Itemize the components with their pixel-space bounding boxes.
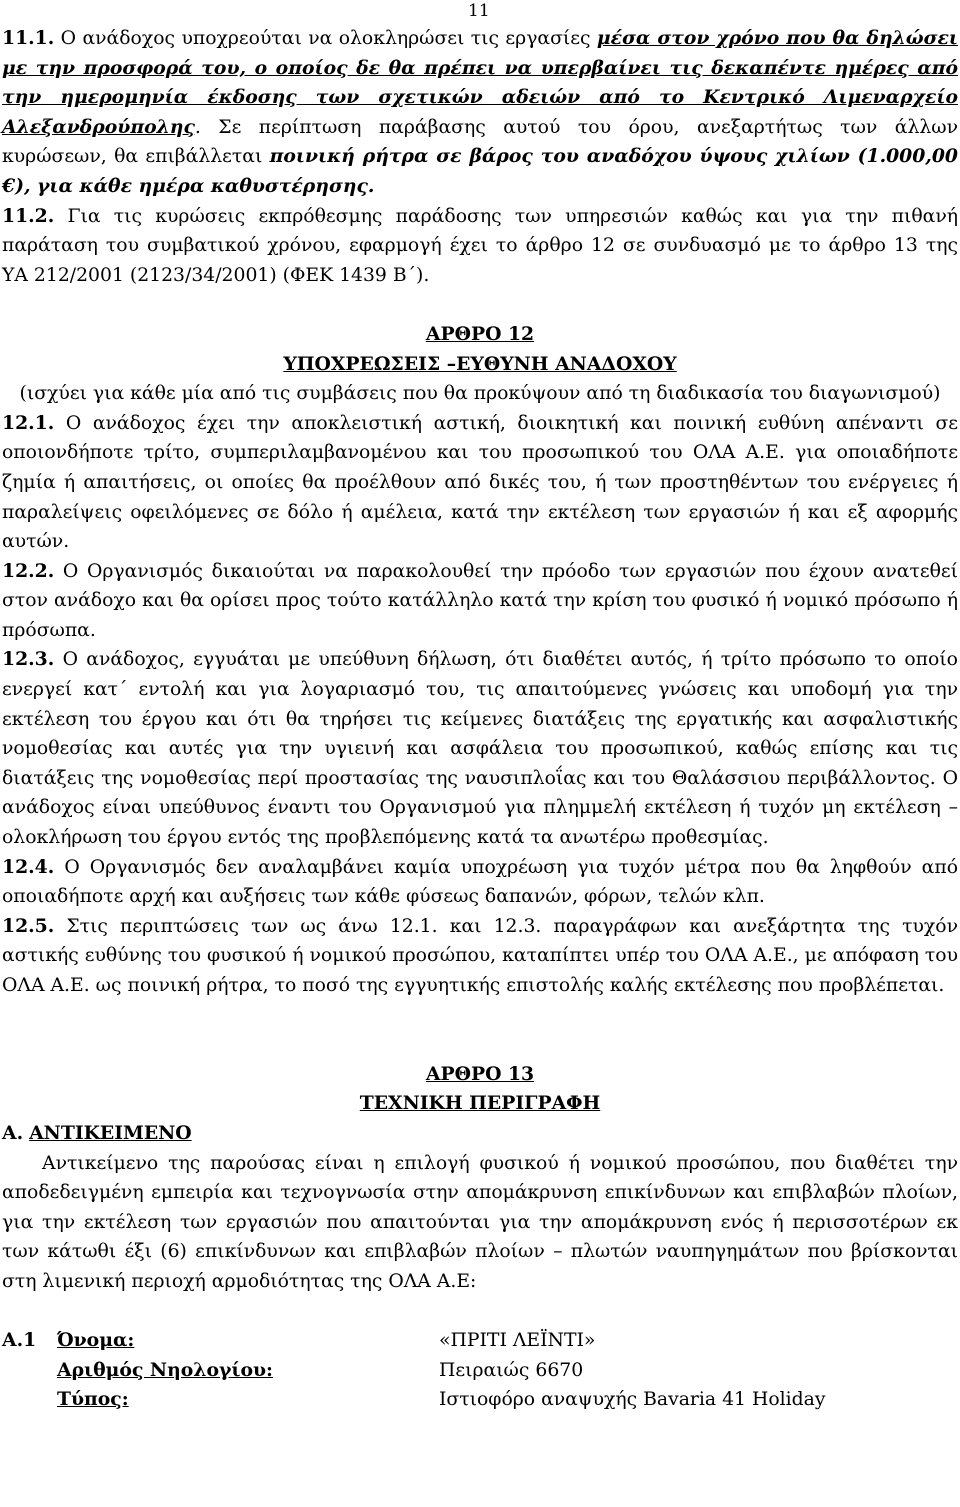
article-12-heading: ΑΡΘΡΟ 12 <box>425 322 535 345</box>
vessel-name-value: «ΠΡΙΤΙ ΛΕΪΝΤΙ» <box>439 1330 596 1352</box>
vessel-registry-value: Πειραιώς 6670 <box>439 1359 584 1381</box>
paragraph-number: 11.1. <box>2 27 55 49</box>
paragraph-12-1: 12.1. Ο ανάδοχος έχει την αποκλειστική αστική, διοικητική και ποινική ευθύνη απέναντι σε οποιονδήποτε τρίτο, συμπεριλαμβανομένου και του προσωπικού του ΟΛΑ Α.Ε. για οποιαδήποτε ζημία ή απαιτήσεις, οι οποίες θα προέλθουν από δικές του, ή των προστηθέντων του ενέργειες ή παραλείψεις οφειλόμενες σε δόλο ή αμέλεια, κατά την εκτέλεση των εργασιών ή και εξ αφορμής αυτών. <box>2 411 958 553</box>
vessel-type-label: Τύπος: <box>57 1388 129 1411</box>
emphasis-deadline: μέσα στον χρόνο που θα δηλώσει με την προσφορά του, ο οποίος δε θα πρέπει να υπερβαίνει τις δεκαπέντε ημέρες από την ημερομηνία έκδοσης των σχετικών αδειών από το Κεντρικό Λιμεναρχείο Αλεξανδρούπολης <box>2 27 959 138</box>
vessel-name-label: Όνομα: <box>57 1329 135 1352</box>
vessel-registry-row <box>2 1356 958 1386</box>
paragraph-12-4: 12.4. Ο Οργανισμός δεν αναλαμβάνει καμία υποχρέωση για τυχόν μέτρα που θα ληφθούν από οποιαδήποτε αρχή και αυξήσεις των κάθε φύσεως δαπανών, φόρων, τελών κλπ. <box>2 855 958 908</box>
paragraph-11-2: 11.2. Για τις κυρώσεις εκπρόθεσμης παράδοσης των υπηρεσιών καθώς και για την πιθανή παράταση του συμβατικού χρόνου, εφαρμογή έχει το άρθρο 12 σε συνδυασμό με το άρθρο 13 της ΥΑ 212/2001 (2123/34/2001) (ΦΕΚ 1439 Β΄). <box>2 204 958 286</box>
document-body <box>2 24 958 1415</box>
paragraph-12-5: 12.5. Στις περιπτώσεις των ως άνω 12.1. και 12.3. παραγράφων και ανεξάρτητα της τυχόν αστικής ευθύνης του φυσικού ή νομικού προσώπου, καταπίπτει υπέρ του ΟΛΑ Α.Ε., με απόφαση του ΟΛΑ Α.Ε. ως ποινική ρήτρα, το ποσό της εγγυητικής επιστολής καλής εκτέλεσης που προβλέπεται. <box>2 914 958 996</box>
vessel-number: Α.1 <box>2 1329 37 1352</box>
vessel-registry-label: Αριθμός Νηολογίου: <box>57 1358 273 1381</box>
section-a-paragraph: Αντικείμενο της παρούσας είναι η επιλογή φυσικού ή νομικού προσώπου, που διαθέτει την αποδεδειγμένη εμπειρία και τεχνογνωσία στην απομάκρυνση επικίνδυνων και επιβλαβών πλοίων, για την εκτέλεση των εργασιών που απαιτούνται για την απομάκρυνση ενός ή περισσοτέρων εκ των κάτωθι έξι (6) επικίνδυνων και επιβλαβών πλοίων – πλωτών ναυπηγημάτων που βρίσκονται στη λιμενική περιοχή αρμοδιότητας της ΟΛΑ Α.Ε: <box>2 1152 958 1292</box>
emphasis-penalty: ποινική ρήτρα σε βάρος του αναδόχου ύψους χιλίων (1.000,00 €), για κάθε ημέρα καθυστέρησης. <box>2 145 958 197</box>
paragraph-12-2: 12.2. Ο Οργανισμός δικαιούται να παρακολουθεί την πρόοδο των εργασιών που έχουν ανατεθεί στον ανάδοχο και θα ορίσει προς τούτο κατάλληλο κατά την κρίση του φυσικό ή νομικό πρόσωπο ή πρόσωπα. <box>2 559 958 641</box>
section-a-heading: Α. ΑΝΤΙΚΕΙΜΕΝΟ <box>2 1121 192 1144</box>
article-12-title: ΥΠΟΧΡΕΩΣΕΙΣ –ΕΥΘΥΝΗ ΑΝΑΔΟΧΟΥ <box>283 352 677 375</box>
article-13-heading: ΑΡΘΡΟ 13 <box>425 1062 535 1085</box>
vessel-type-row <box>2 1385 958 1415</box>
page-number: 11 <box>468 1 490 21</box>
vessel-type-value: Ιστιοφόρο αναψυχής Bavaria 41 Holiday <box>439 1389 826 1411</box>
article-12-note: (ισχύει για κάθε μία από τις συμβάσεις που θα προκύψουν από τη διαδικασία του διαγωνισμού) <box>19 383 941 405</box>
article-13-title: ΤΕΧΝΙΚΗ ΠΕΡΙΓΡΑΦΗ <box>359 1092 601 1115</box>
paragraph-12-3: 12.3. Ο ανάδοχος, εγγυάται με υπεύθυνη δήλωση, ότι διαθέτει αυτός, ή τρίτο πρόσωπο το οποίο ενεργεί κατ΄ εντολή και για λογαριασμό του, τις απαιτούμενες γνώσεις και υποδομή για την εκτέλεση του έργου και ότι θα τηρήσει τις κείμενες διατάξεις της εργατικής και ασφαλιστικής νομοθεσίας και αυτές για την υγιεινή και ασφάλεια του προσωπικού, καθώς επίσης και τις διατάξεις της νομοθεσίας περί προστασίας της ναυσιπλοΐας και του Θαλάσσιου περιβάλλοντος. Ο ανάδοχος είναι υπεύθυνος έναντι του Οργανισμού για πλημμελή εκτέλεση ή τυχόν μη εκτέλεση – ολοκλήρωση του έργου εντός της προβλεπόμενης κατά τα ανωτέρω προθεσμίας. <box>2 648 958 849</box>
paragraph-11-1: 11.1. Ο ανάδοχος υποχρεούται να ολοκληρώσει τις εργασίες μέσα στον χρόνο που θα δηλώσει με την προσφορά του, ο οποίος δε θα πρέπει να υπερβαίνει τις δεκαπέντε ημέρες από την ημερομηνία έκδοσης των σχετικών αδειών από το Κεντρικό Λιμεναρχείο Αλεξανδρούπολης. Σε περίπτωση παράβασης αυτού του όρου, ανεξαρτήτως των άλλων κυρώσεων, θα επιβάλλεται ποινική ρήτρα σε βάρος του αναδόχου ύψους χιλίων (1.000,00 €), για κάθε ημέρα καθυστέρησης. <box>2 27 959 197</box>
vessel-name-row <box>2 1326 958 1356</box>
paragraph-number: 11.2. <box>2 204 55 227</box>
